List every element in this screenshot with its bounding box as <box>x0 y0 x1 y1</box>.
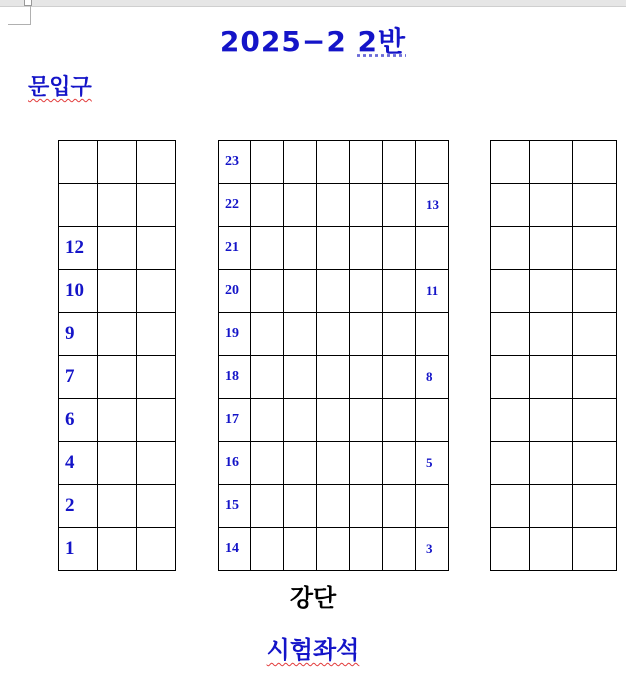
seat-cell <box>317 528 350 571</box>
seat-cell <box>491 442 530 485</box>
seat-cell <box>383 313 416 356</box>
seat-row <box>219 356 449 399</box>
seat-cell <box>284 184 317 227</box>
seat-cell: 16 <box>219 442 251 485</box>
stage-label: 강단 <box>289 584 337 612</box>
seat-cell <box>284 528 317 571</box>
left-seat-block <box>58 140 176 571</box>
seat-cell <box>98 184 137 227</box>
seat-cell <box>350 184 383 227</box>
seat-cell: 4 <box>59 442 98 485</box>
seat-cell <box>251 399 284 442</box>
seat-cell <box>530 399 573 442</box>
seat-cell: 22 <box>219 184 251 227</box>
seat-cell: 18 <box>219 356 251 399</box>
seat-cell <box>350 227 383 270</box>
seat-row <box>219 141 449 184</box>
title-class: 2반 <box>357 25 407 58</box>
seat-cell <box>98 227 137 270</box>
seat-row <box>59 141 176 184</box>
seat-cell <box>350 313 383 356</box>
seat-cell <box>317 227 350 270</box>
seat-cell <box>317 313 350 356</box>
seat-cell <box>137 485 176 528</box>
seat-cell <box>573 485 617 528</box>
seat-cell <box>251 184 284 227</box>
seat-cell <box>284 313 317 356</box>
seat-cell <box>98 399 137 442</box>
seat-cell <box>573 313 617 356</box>
seat-cell <box>491 399 530 442</box>
seat-row <box>219 270 449 313</box>
seat-cell <box>573 399 617 442</box>
seat-cell <box>573 141 617 184</box>
seat-row <box>491 528 617 571</box>
seat-cell: 8 <box>416 356 449 399</box>
seat-cell: 7 <box>59 356 98 399</box>
seat-cell <box>317 270 350 313</box>
seat-cell <box>98 442 137 485</box>
seat-cell: 19 <box>219 313 251 356</box>
seat-cell <box>383 184 416 227</box>
seat-cell <box>98 313 137 356</box>
seat-cell <box>350 528 383 571</box>
seat-cell <box>98 528 137 571</box>
seat-cell <box>98 485 137 528</box>
seat-cell <box>383 270 416 313</box>
seat-cell <box>284 399 317 442</box>
seat-cell <box>137 141 176 184</box>
seat-row <box>491 442 617 485</box>
caption <box>0 630 626 665</box>
seat-cell <box>416 399 449 442</box>
seat-cell <box>137 356 176 399</box>
seat-row <box>491 270 617 313</box>
seat-cell <box>98 270 137 313</box>
title-year: 2025−2 <box>219 25 347 58</box>
right-seat-block <box>490 140 617 571</box>
seat-cell <box>350 356 383 399</box>
seat-row <box>59 184 176 227</box>
middle-seat-block <box>218 140 449 571</box>
seat-cell: 3 <box>416 528 449 571</box>
seat-cell <box>491 528 530 571</box>
seat-cell: 1 <box>59 528 98 571</box>
seat-row <box>491 227 617 270</box>
seat-row <box>59 313 176 356</box>
seat-row <box>491 356 617 399</box>
seat-row <box>491 399 617 442</box>
seat-row <box>219 528 449 571</box>
seat-cell <box>137 528 176 571</box>
caption-text: 시험좌석 <box>266 636 360 664</box>
seat-cell <box>383 528 416 571</box>
seat-cell <box>350 270 383 313</box>
seat-cell <box>137 313 176 356</box>
seat-cell <box>530 356 573 399</box>
seat-cell: 20 <box>219 270 251 313</box>
seat-cell <box>98 356 137 399</box>
ruler <box>0 0 626 7</box>
seat-cell <box>317 356 350 399</box>
seat-row <box>491 313 617 356</box>
seat-cell <box>251 141 284 184</box>
seat-cell <box>317 141 350 184</box>
door-label: 문입구 <box>28 75 92 100</box>
seat-cell <box>251 356 284 399</box>
seat-cell <box>383 442 416 485</box>
seat-cell <box>416 141 449 184</box>
seat-cell <box>491 141 530 184</box>
seat-cell <box>491 227 530 270</box>
seat-cell: 5 <box>416 442 449 485</box>
seat-cell: 12 <box>59 227 98 270</box>
seat-row <box>219 442 449 485</box>
seat-cell <box>59 141 98 184</box>
seat-cell <box>251 227 284 270</box>
seat-cell <box>530 184 573 227</box>
seat-cell <box>317 442 350 485</box>
seat-cell <box>530 227 573 270</box>
seat-cell: 23 <box>219 141 251 184</box>
seat-row <box>219 184 449 227</box>
seat-cell: 13 <box>416 184 449 227</box>
seat-cell <box>573 184 617 227</box>
seat-row <box>59 356 176 399</box>
seat-cell <box>491 270 530 313</box>
seat-cell <box>573 528 617 571</box>
seat-cell: 17 <box>219 399 251 442</box>
seat-cell <box>284 356 317 399</box>
seat-row <box>59 442 176 485</box>
seat-row <box>59 528 176 571</box>
seat-cell <box>284 485 317 528</box>
seat-cell <box>530 528 573 571</box>
seat-cell <box>383 227 416 270</box>
seat-cell <box>251 442 284 485</box>
seat-row <box>59 485 176 528</box>
seat-cell <box>573 227 617 270</box>
seat-row <box>219 485 449 528</box>
seat-cell <box>98 141 137 184</box>
seat-cell <box>251 270 284 313</box>
seat-cell: 21 <box>219 227 251 270</box>
seat-cell <box>59 184 98 227</box>
seat-cell <box>491 313 530 356</box>
seat-cell <box>530 270 573 313</box>
seat-cell <box>251 313 284 356</box>
seat-cell <box>350 442 383 485</box>
seat-cell <box>350 485 383 528</box>
seat-cell <box>317 485 350 528</box>
seat-cell: 6 <box>59 399 98 442</box>
seat-cell <box>137 270 176 313</box>
seat-cell <box>530 141 573 184</box>
seat-cell <box>350 141 383 184</box>
seat-cell <box>491 485 530 528</box>
seat-cell <box>383 485 416 528</box>
seat-row <box>491 184 617 227</box>
seat-row <box>59 227 176 270</box>
seat-cell <box>284 227 317 270</box>
seat-row <box>219 227 449 270</box>
seat-row <box>219 399 449 442</box>
seat-row <box>491 485 617 528</box>
seat-cell <box>383 141 416 184</box>
seat-cell: 14 <box>219 528 251 571</box>
seat-cell <box>284 141 317 184</box>
seat-cell: 9 <box>59 313 98 356</box>
seat-cell: 10 <box>59 270 98 313</box>
seat-cell <box>383 399 416 442</box>
seat-cell <box>251 485 284 528</box>
seat-cell <box>573 442 617 485</box>
seat-cell <box>530 442 573 485</box>
seat-cell <box>137 399 176 442</box>
seat-row <box>59 270 176 313</box>
seat-cell <box>317 399 350 442</box>
seat-cell <box>137 184 176 227</box>
seat-cell <box>251 528 284 571</box>
seat-cell <box>137 442 176 485</box>
seat-cell: 11 <box>416 270 449 313</box>
seat-cell <box>284 270 317 313</box>
seat-row <box>219 313 449 356</box>
seat-cell <box>284 442 317 485</box>
seat-cell: 15 <box>219 485 251 528</box>
seat-cell <box>573 270 617 313</box>
seat-cell <box>530 485 573 528</box>
seat-cell <box>350 399 383 442</box>
seat-cell <box>383 356 416 399</box>
seat-cell <box>416 313 449 356</box>
seat-cell <box>317 184 350 227</box>
seat-row <box>59 399 176 442</box>
seat-cell: 2 <box>59 485 98 528</box>
seat-cell <box>530 313 573 356</box>
seat-row <box>491 141 617 184</box>
seat-cell <box>491 356 530 399</box>
page-title <box>0 20 626 60</box>
seat-cell <box>137 227 176 270</box>
seat-cell <box>491 184 530 227</box>
seat-cell <box>416 485 449 528</box>
seat-cell <box>573 356 617 399</box>
seat-cell <box>416 227 449 270</box>
